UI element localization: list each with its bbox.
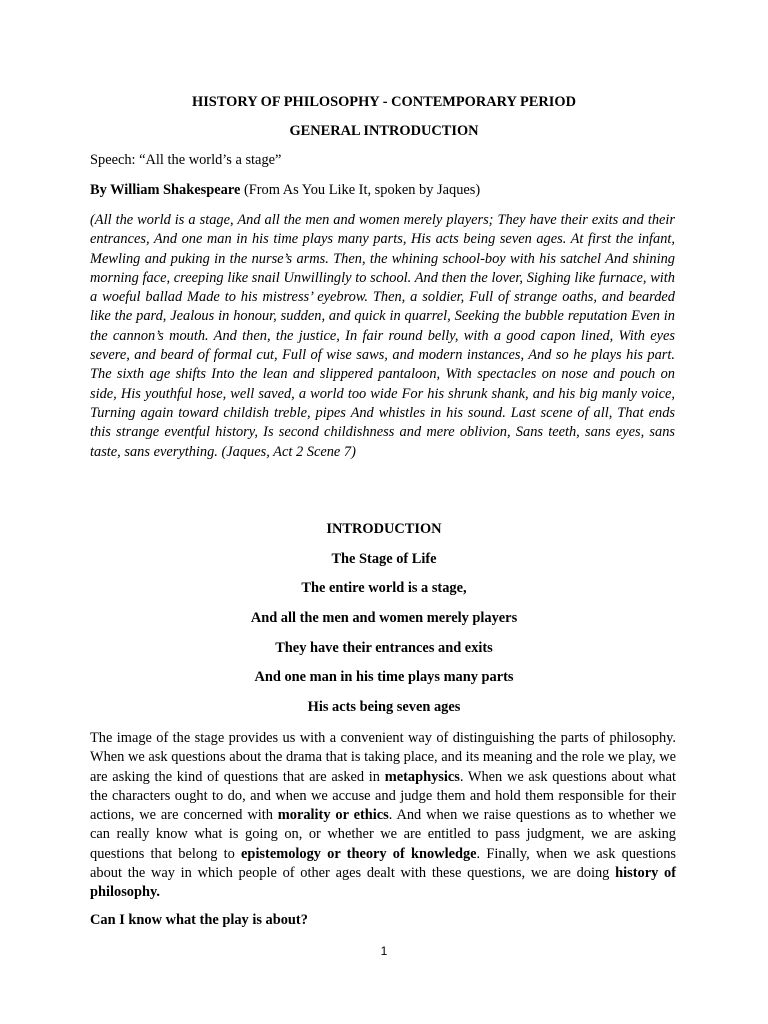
quote-paragraph: (All the world is a stage, And all the men and women merely players; They have their exits and their entrances, And one man in his time plays many parts, His acts being seven ages. At first the infant, Mewling and puking in the nurse’s arms. Then, the whining school-boy with his satchel And shining morning face, creeping like snail Unwillingly to school. And then the lover, Sighing like furnace, with a woeful ballad Made to his mistress’ eyebrow. Then, a soldier, Full of strange oaths, and bearded like the pard, Jealous in honour, sudden, and quick in quarrel, Seeking the bubble reputation Even in the cannon’s mouth. And then, the justice, In fair round belly, with a good capon lined, With eyes severe, and beard of formal cut, Full of wise saws, and modern instances, And so he plays his part. The sixth age shifts Into the lean and slippered pantaloon, With spectacles on nose and pouch on side, His youthful hose, well saved, a world too wide For his shrunk shank, and his big manly voice, Turning again toward childish treble, pipes And whistles in his sound. Last scene of all, That ends this strange eventful history, Is second childishness and mere oblivion, Sans teeth, sans eyes, sans taste, sans everything. (Jaques, Act 2 Scene 7) <box>90 212 675 460</box>
body-paragraph <box>90 729 676 903</box>
body-text: The image of the stage provides us with a convenient way of distinguishing the parts of philosophy. When we ask questions about the drama that is taking place, and its meaning and the role we play, we are asking the kind of questions that are asked in <box>90 730 676 785</box>
document-subtitle: GENERAL INTRODUCTION <box>289 123 479 139</box>
term-epistemology: epistemology or theory of knowledge <box>241 845 477 862</box>
intro-line: The Stage of Life <box>331 550 437 567</box>
page-number: 1 <box>380 944 388 958</box>
introduction-section <box>0 520 768 728</box>
term-ethics: morality or ethics <box>277 807 389 824</box>
byline-author: By William Shakespeare <box>90 182 241 198</box>
document-title: HISTORY OF PHILOSOPHY - CONTEMPORARY PERIOD <box>192 94 576 110</box>
intro-line: And one man in his time plays many parts <box>254 669 514 686</box>
body-text: . And when we raise questions as to whether we can really know what is going on, or whether we are entitled to pass judgment, we are asking questions that belong to <box>90 807 676 862</box>
intro-line: And all the men and women merely players <box>250 610 518 627</box>
question-heading: Can I know what the play is about? <box>90 912 308 928</box>
intro-line: The entire world is a stage, <box>301 580 467 597</box>
term-history-of-philosophy: history of philosophy. <box>90 865 676 901</box>
byline-source: (From As You Like It, spoken by Jaques) <box>240 182 481 198</box>
body-text: . Finally, when we ask questions about the way in which people of other ages dealt with these questions, we are doing <box>90 845 676 882</box>
speech-line: Speech: “All the world’s a stage” <box>90 152 282 168</box>
introduction-heading: INTRODUCTION <box>326 521 442 537</box>
body-text: . When we ask questions about what the characters ought to do, and when we accuse and judge them and hold them responsible for their actions, we are concerned with <box>90 768 676 824</box>
byline <box>90 182 480 199</box>
intro-line: His acts being seven ages <box>307 699 461 716</box>
intro-line: They have their entrances and exits <box>275 639 493 656</box>
term-metaphysics: metaphysics <box>384 768 460 785</box>
